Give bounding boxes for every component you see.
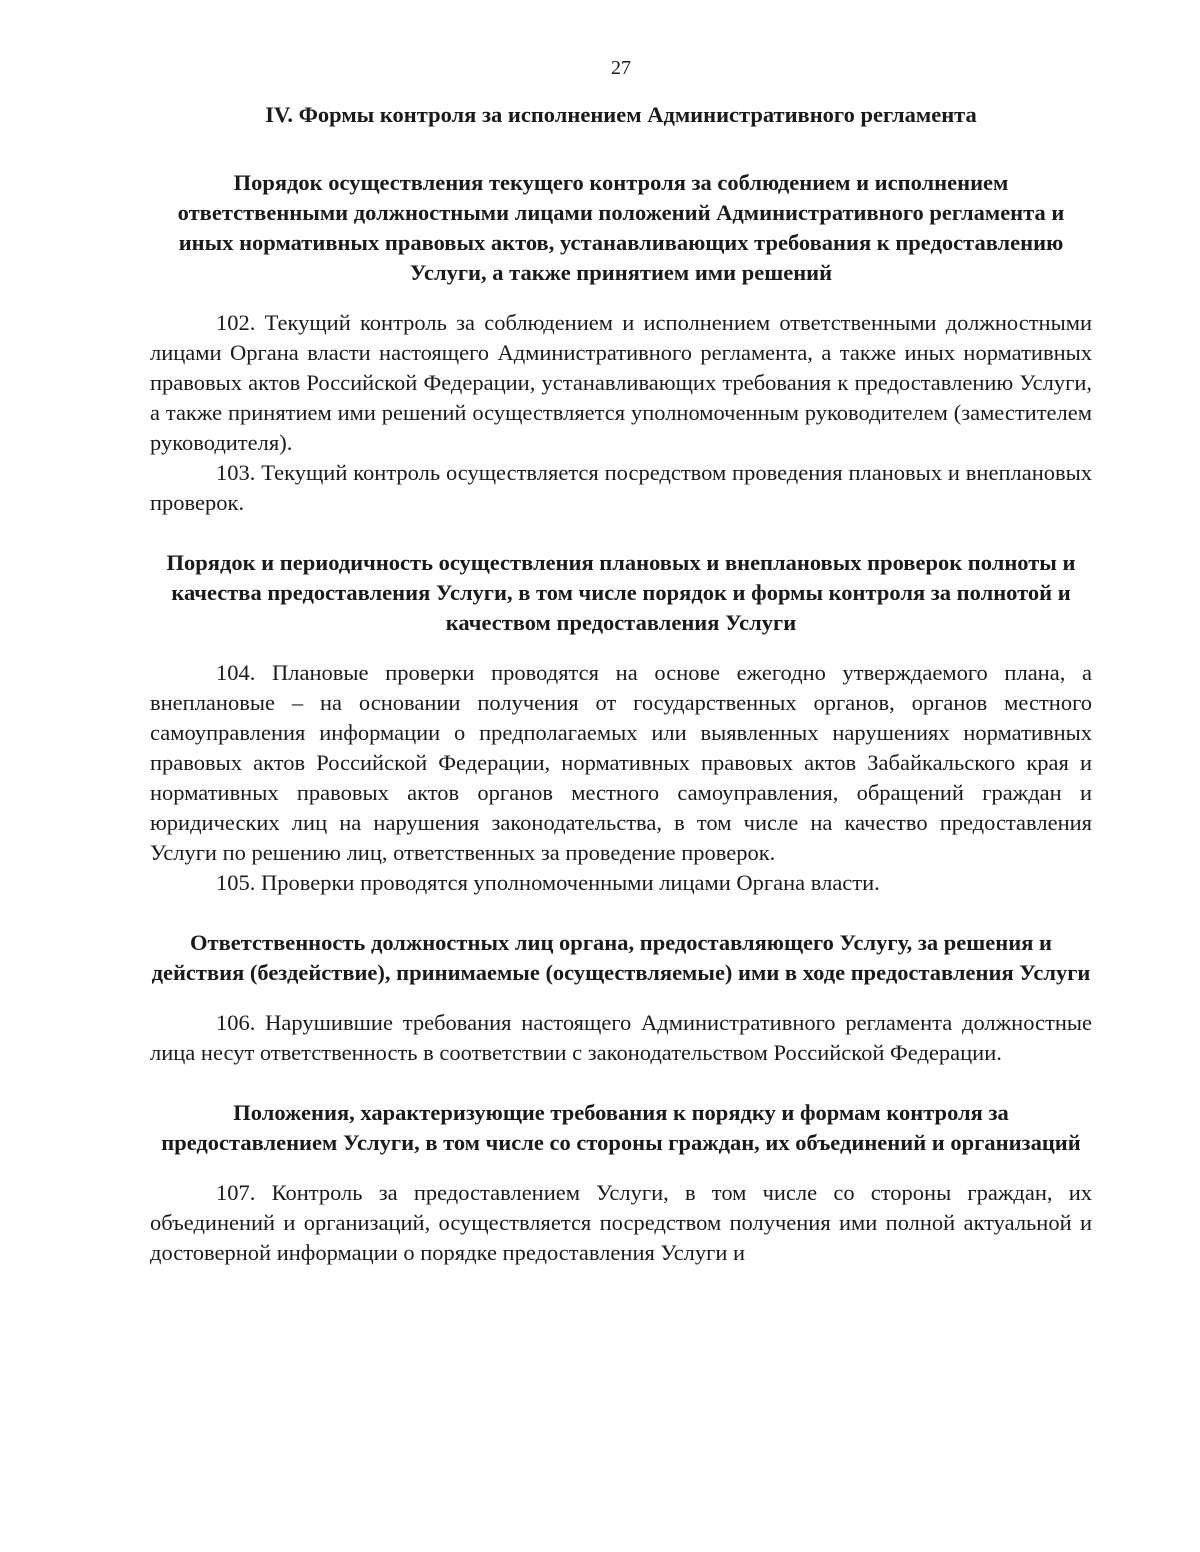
section-heading: Положения, характеризующие требования к порядку и формам контроля за предоставлением Услуги, в том числе со стороны граждан, их объединений и организаций xyxy=(161,1100,1081,1155)
paragraph-105: 105. Проверки проводятся уполномоченными лицами Органа власти. xyxy=(216,870,880,895)
section-inspections xyxy=(150,548,1092,898)
paragraph-107: 107. Контроль за предоставлением Услуги, в том числе со стороны граждан, их объединений и организаций, осуществляется посредством получения ими полной актуальной и достоверной информации о порядке предоставления Услуги и xyxy=(150,1180,1092,1265)
section-current-control xyxy=(150,168,1092,518)
section-gap xyxy=(150,898,1092,928)
paragraph-106: 106. Нарушившие требования настоящего Административного регламента должностные лица несут ответственность в соответствии с законодательством Российской Федерации. xyxy=(150,1010,1092,1065)
paragraph-104: 104. Плановые проверки проводятся на основе ежегодно утверждаемого плана, а внеплановые – на основании получения от государственных органов, органов местного самоуправления информации о предполагаемых или выявленных нарушениях нормативных правовых актов Российской Федерации, нормативных правовых актов Забайкальского края и нормативных правовых актов органов местного самоуправления, обращений граждан и юридических лиц на нарушения законодательства, в том числе на качество предоставления Услуги по решению лиц, ответственных за проведение проверок. xyxy=(150,660,1092,865)
section-public-control xyxy=(150,1098,1092,1268)
section-gap xyxy=(150,1068,1092,1098)
section-heading: Порядок и периодичность осуществления плановых и внеплановых проверок полноты и качества предоставления Услуги, в том числе порядок и формы контроля за полнотой и качеством предоставления Услуги xyxy=(166,550,1076,635)
paragraph-102: 102. Текущий контроль за соблюдением и исполнением ответственными должностными лицами Органа власти настоящего Административного регламента, а также иных нормативных правовых актов Российской Федерации, устанавливающих требования к предоставлению Услуги, а также принятием ими решений осуществляется уполномоченным руководителем (заместителем руководителя). xyxy=(150,310,1092,455)
paragraph-103: 103. Текущий контроль осуществляется посредством проведения плановых и внеплановых проверок. xyxy=(150,460,1092,515)
document-page xyxy=(150,56,1092,1268)
section-responsibility xyxy=(150,928,1092,1068)
section-heading: Ответственность должностных лиц органа, предоставляющего Услугу, за решения и действия (бездействие), принимаемые (осуществляемые) ими в ходе предоставления Услуги xyxy=(151,930,1091,985)
chapter-title: IV. Формы контроля за исполнением Административного регламента xyxy=(265,102,977,127)
section-heading: Порядок осуществления текущего контроля за соблюдением и исполнением ответственными должностными лицами положений Административного регламента и иных нормативных правовых актов, устанавливающих требования к предоставлению Услуги, а также принятием ими решений xyxy=(177,170,1065,285)
page-number: 27 xyxy=(611,57,631,79)
section-gap xyxy=(150,518,1092,548)
